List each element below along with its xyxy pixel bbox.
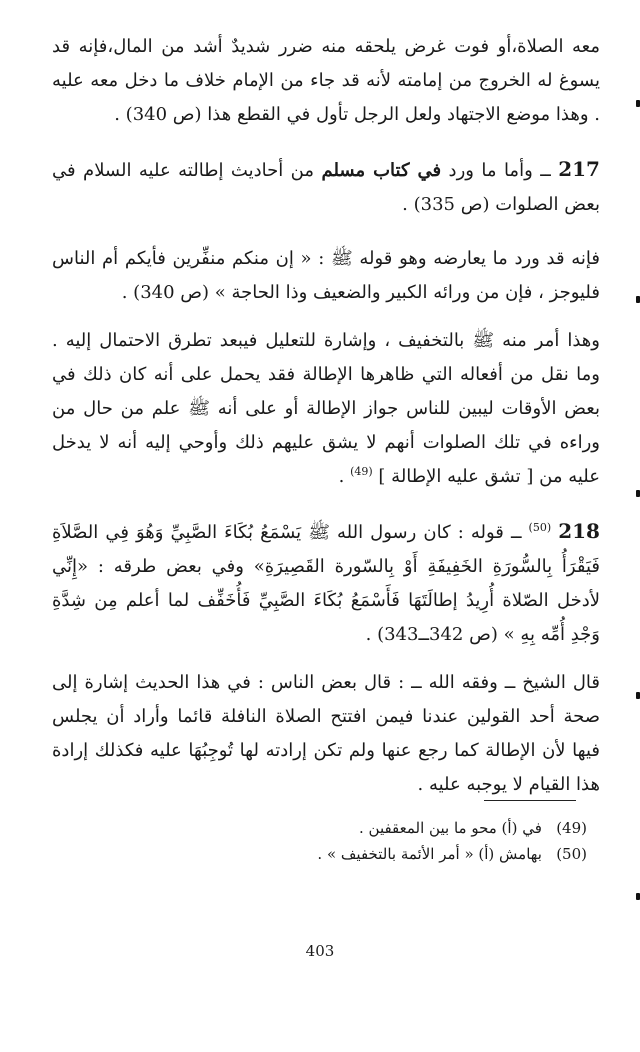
entry-number: 217 xyxy=(558,157,600,181)
footnotes xyxy=(52,815,587,867)
paragraph-continuation: معه الصلاة،أو فوت غرض يلحقه منه ضرر شديدٌ أشد من المال،فإنه قد يسوغ له الخروج من إمامته لأنه قد جاء من الإمام خلاف ما دخل معه عليه . وهذا موضع الاجتهاد ولعل الرجل تأول في القطع هذا (ص 340) . xyxy=(52,36,600,125)
entry-number: 218 xyxy=(558,519,600,543)
margin-mark xyxy=(636,893,640,900)
margin-mark xyxy=(636,296,640,303)
explanation-end: . xyxy=(338,466,351,487)
main-text xyxy=(52,30,600,802)
entry-217 xyxy=(52,152,600,222)
entry-dash: ــ xyxy=(540,160,551,181)
paragraph-sheikh: قال الشيخ ــ وفقه الله ــ : قال بعض الناس : في هذا الحديث إشارة إلى صحة أحد القولين عندنا فيمن افتتح الصلاة النافلة قائما وأراد أن يجلس فيها لأن الإطالة كما رجع عنها ولم تكن إرادته لها تُوجِبُهَا عليه فكذلك إرادة هذا القيام لا يوجبه عليه . xyxy=(52,672,600,795)
footnote-divider xyxy=(484,800,576,801)
footnote-text: في (أ) محو ما بين المعقفين . xyxy=(358,819,542,837)
entry-post: من أحاديث إطالته عليه السلام في بعض الصلوات (ص 335) . xyxy=(52,160,600,215)
paragraph-hadith: فإنه قد ورد ما يعارضه وهو قوله ﷺ : « إن منكم منفِّرين فأيكم أم الناس فليوجز ، فإن من ورائه الكبير والضعيف وذا الحاجة » (ص 340) . xyxy=(52,248,600,303)
footnote-ref-49: (49) xyxy=(350,465,373,478)
margin-mark xyxy=(636,692,640,699)
book-title: في كتاب مسلم xyxy=(321,160,442,181)
footnote-number: (49) xyxy=(556,819,587,837)
entry-text: قوله : كان رسول الله ﷺ يَسْمَعُ بُكَاءَ الصَّبِيِّ وَهُوَ فِي الصَّلاَةِ فَيَقْرَأُ بِالسُّورَةِ الخَفِيفَةِ أَوْ بِالسّورة القَصِيرَةِ» وفي بعض طرقه : «إِنِّي لأدخل الصّلاة أُرِيدُ إطالَتَهَا فَأَسْمَعُ بُكَاءَ الصَّبِيِّ فَأُخَفِّف لما أعلم مِن شِدَّةِ وَجْدِ أُمِّه بِهِ » (ص 342ــ343) . xyxy=(52,522,600,645)
footnote-text: بهامش (أ) « أمر الأئمة بالتخفيف » . xyxy=(317,845,542,863)
footnote-ref-50: (50) xyxy=(528,521,552,534)
footnote-number: (50) xyxy=(556,845,587,863)
entry-218 xyxy=(52,514,600,652)
page-number: 403 xyxy=(305,942,335,960)
paragraph-explanation xyxy=(52,324,600,494)
margin-mark xyxy=(636,490,640,497)
entry-dash: ــ xyxy=(510,522,522,543)
footnote-50 xyxy=(52,841,587,867)
footnote-49 xyxy=(52,815,587,841)
margin-mark xyxy=(636,100,640,107)
entry-pre: وأما ما ورد xyxy=(448,160,533,181)
explanation-text: وهذا أمر منه ﷺ بالتخفيف ، وإشارة للتعليل فيبعد تطرق الاحتمال إليه . وما نقل من أفعاله التي ظاهرها الإطالة فقد يحمل على أنه كان ذلك في بعض الأوقات ليبين للناس جواز الإطالة أو على أنه ﷺ علم من حال من وراءه في تلك الصلوات أنهم لا يشق عليهم ذلك وأوحي إليه أنه لا يدخل عليه من [ تشق عليه الإطالة ] xyxy=(52,330,600,487)
